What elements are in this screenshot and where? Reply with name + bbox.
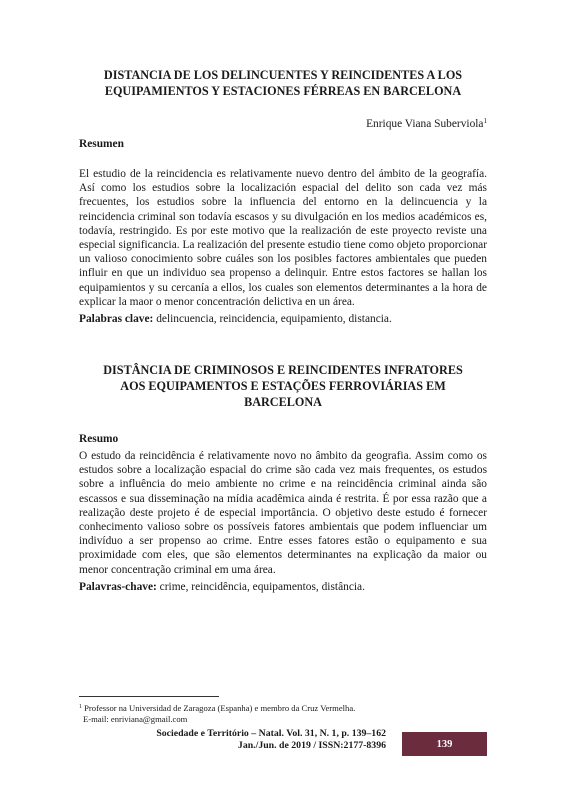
portuguese-keywords-label: Palavras-chave: xyxy=(79,581,157,593)
author-name xyxy=(366,114,487,131)
resumen-heading: Resumen xyxy=(79,138,124,150)
spanish-title-line: DISTANCIA DE LOS DELINCUENTES Y REINCIDENTES A LOS xyxy=(103,68,463,82)
portuguese-title-line: BARCELONA xyxy=(244,395,322,409)
footnote-mark: 1 xyxy=(79,704,82,710)
author-footnote-mark[interactable]: 1 xyxy=(483,117,487,125)
resumo-paragraph: O estudo da reincidência é relativamente novo no âmbito da geografia. Assim como os estudos sobre a localização espacial do crime são cada vez mais frequentes, os estudos sobre a influência do meio ambiente no crime e na reincidência criminal ainda são escassos e sua disseminação na mídia acadêmica ainda é restrita. É por essa razão que a realização deste projeto é de especial importância. O objetivo deste estudo é fornecer conhecimento valioso sobre os possíveis fatores ambientais que podem influenciar um indivíduo a ser propenso ao crime. Entre esses fatores estão o equipamento e sua proximidade com eles, que são elementos determinantes na explicação da maior ou menor concentração criminal em uma área. xyxy=(79,450,487,576)
portuguese-keywords-list: crime, reincidência, equipamentos, distância. xyxy=(156,581,365,593)
footnote-divider xyxy=(79,696,219,697)
author-text: Enrique Viana Suberviola xyxy=(366,118,484,130)
spanish-keywords-label: Palabras clave: xyxy=(79,313,154,325)
resumen-paragraph: El estudio de la reincidencia es relativamente nuevo dentro del ámbito de la geografía. Así como los estudios sobre la localización espacial del delito son cada vez más frecuentes, los estudios sobre la influencia del entorno en la delincuencia y la reincidencia criminal son todavía escasos y su divulgación en los medios académicos es, todavía, restringido. Es por este motivo que la realización de este proyecto reviste una especial significancia. La realización del presente estudio tiene como objeto proporcionar un valioso conocimiento sobre cuáles son los posibles factores ambientales que pueden influir en que un individuo sea propenso a delinquir. Entre estos factores se hallan los equipamientos y su cercanía a ellos, los cuales son elementos determinantes a la hora de explicar la maor o menor concentración delictiva en un área. xyxy=(79,168,487,308)
portuguese-title-line: AOS EQUIPAMENTOS E ESTAÇÕES FERROVIÁRIAS EM xyxy=(120,379,446,393)
journal-citation xyxy=(150,728,386,752)
spanish-keywords xyxy=(79,312,487,326)
portuguese-title-line: DISTÂNCIA DE CRIMINOSOS E REINCIDENTES INFRATORES xyxy=(103,363,463,377)
spanish-title-line: EQUIPAMIENTOS Y ESTACIONES FÉRREAS EN BARCELONA xyxy=(104,84,462,98)
resumo-heading: Resumo xyxy=(79,433,119,445)
footnote-email: E-mail: enriviana@gmail.com xyxy=(83,713,188,724)
footnote xyxy=(79,702,499,724)
journal-line: Jan./Jun. de 2019 / ISSN:2177-8396 xyxy=(237,740,386,751)
portuguese-title xyxy=(70,362,496,410)
journal-line: Sociedade e Território – Natal. Vol. 31, N. 1, p. 139–162 xyxy=(156,728,386,739)
portuguese-keywords xyxy=(79,580,487,594)
spanish-keywords-list: delincuencia, reincidencia, equipamiento, distancia. xyxy=(153,313,392,325)
page-number-box xyxy=(402,732,487,756)
footnote-affiliation-text: Professor na Universidad de Zaragoza (Espanha) e membro da Cruz Vermelha. xyxy=(82,703,356,713)
page-number: 139 xyxy=(436,738,453,750)
footnote-affiliation xyxy=(79,702,499,714)
spanish-title xyxy=(70,67,496,99)
